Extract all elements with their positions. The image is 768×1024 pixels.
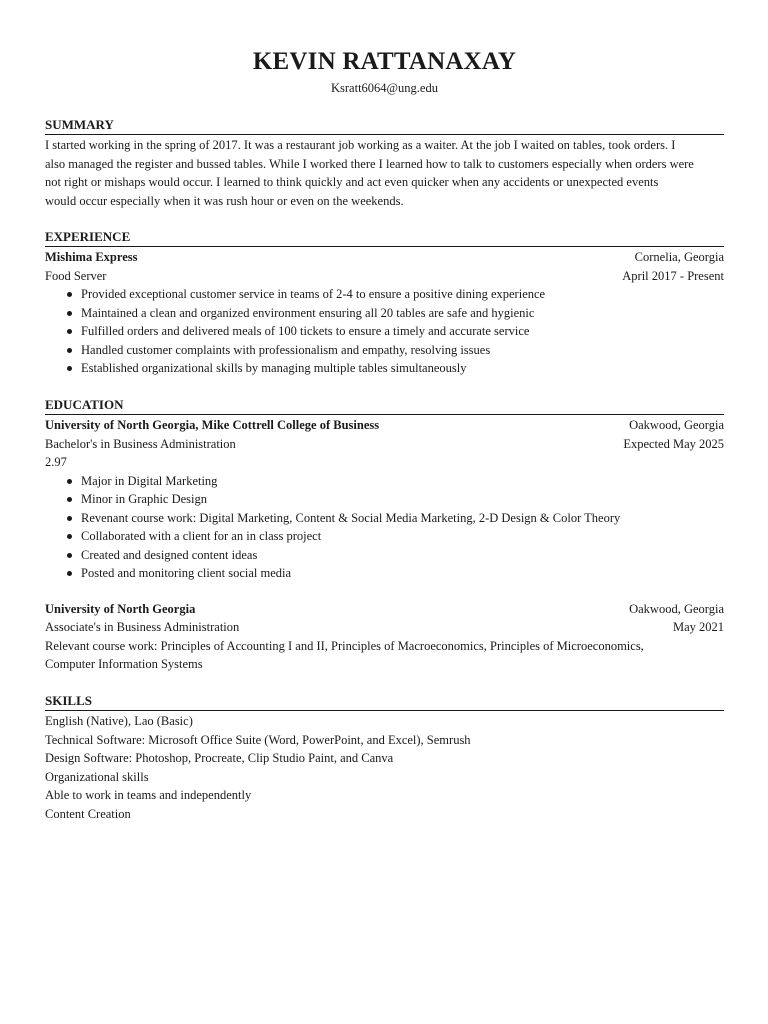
summary-text (45, 136, 724, 210)
skill-item: Design Software: Photoshop, Procreate, Clip Studio Paint, and Canva (45, 751, 394, 765)
experience-heading: EXPERIENCE (45, 229, 724, 247)
skill-item: Organizational skills (45, 769, 149, 784)
list-item: Maintained a clean and organized environment ensuring all 20 tables are safe and hygienic (45, 304, 724, 323)
education-section (45, 397, 724, 674)
school-coursework: Computer Information Systems (45, 657, 203, 671)
school-degree: Associate's in Business Administration (45, 620, 240, 634)
school-location: Oakwood, Georgia (629, 418, 724, 432)
list-item: Established organizational skills by managing multiple tables simultaneously (45, 359, 724, 378)
job-header (45, 248, 724, 267)
candidate-email: Ksratt6064@ung.edu (331, 81, 438, 95)
skills-heading: SKILLS (45, 693, 724, 711)
summary-line: not right or mishaps would occur. I learned to think quickly and act even quicker when any accidents or unexpected events (45, 175, 659, 189)
school-name: University of North Georgia, Mike Cottrell College of Business (45, 418, 380, 432)
experience-section (45, 229, 724, 378)
job-role: Food Server (45, 268, 107, 283)
school-subheader (45, 435, 724, 454)
list-item: Provided exceptional customer service in teams of 2-4 to ensure a positive dining experience (45, 285, 724, 304)
list-item: Handled customer complaints with professionalism and empathy, resolving issues (45, 341, 724, 360)
job-dates: April 2017 - Present (622, 268, 724, 283)
summary-section (45, 117, 724, 210)
job-company: Mishima Express (45, 250, 138, 264)
summary-heading: SUMMARY (45, 117, 724, 135)
list-item: Fulfilled orders and delivered meals of 100 tickets to ensure a timely and accurate service (45, 322, 724, 341)
skill-item: English (Native), Lao (Basic) (45, 714, 193, 728)
school-coursework: Relevant course work: Principles of Accounting I and II, Principles of Macroeconomics, Principles of Microeconomics, (45, 638, 644, 653)
school-gpa: 2.97 (45, 455, 67, 469)
skill-item: Technical Software: Microsoft Office Suite (Word, PowerPoint, and Excel), Semrush (45, 732, 471, 747)
summary-line: I started working in the spring of 2017. It was a restaurant job working as a waiter. At the job I waited on tables, took orders. I (45, 138, 676, 152)
list-item: Revenant course work: Digital Marketing, Content & Social Media Marketing, 2-D Design & Color Theory (45, 509, 724, 528)
candidate-name: KEVIN RATTANAXAY (252, 48, 517, 75)
spacer (45, 583, 724, 600)
list-item: Collaborated with a client for an in class project (45, 527, 724, 546)
education-heading: EDUCATION (45, 397, 724, 415)
school-subheader (45, 618, 724, 637)
job-bullets (45, 285, 724, 378)
school-dates: Expected May 2025 (623, 436, 724, 451)
school-bullets (45, 472, 724, 583)
job-location: Cornelia, Georgia (634, 250, 724, 264)
job-subheader (45, 267, 724, 286)
school-header (45, 600, 724, 619)
list-item: Posted and monitoring client social media (45, 564, 724, 583)
school-name: University of North Georgia (45, 601, 196, 616)
list-item: Major in Digital Marketing (45, 472, 724, 491)
skills-section (45, 693, 724, 823)
skill-item: Able to work in teams and independently (45, 788, 252, 802)
list-item: Created and designed content ideas (45, 546, 724, 565)
list-item: Minor in Graphic Design (45, 490, 724, 509)
summary-line: would occur especially when it was rush hour or even on the weekends. (45, 193, 404, 208)
school-dates: May 2021 (672, 620, 724, 634)
skill-item: Content Creation (45, 806, 131, 821)
school-header (45, 416, 724, 435)
school-location: Oakwood, Georgia (629, 601, 724, 616)
school-degree: Bachelor's in Business Administration (45, 436, 236, 451)
summary-line: also managed the register and bussed tables. While I worked there I learned how to talk to customers especially when orders were (45, 156, 694, 171)
